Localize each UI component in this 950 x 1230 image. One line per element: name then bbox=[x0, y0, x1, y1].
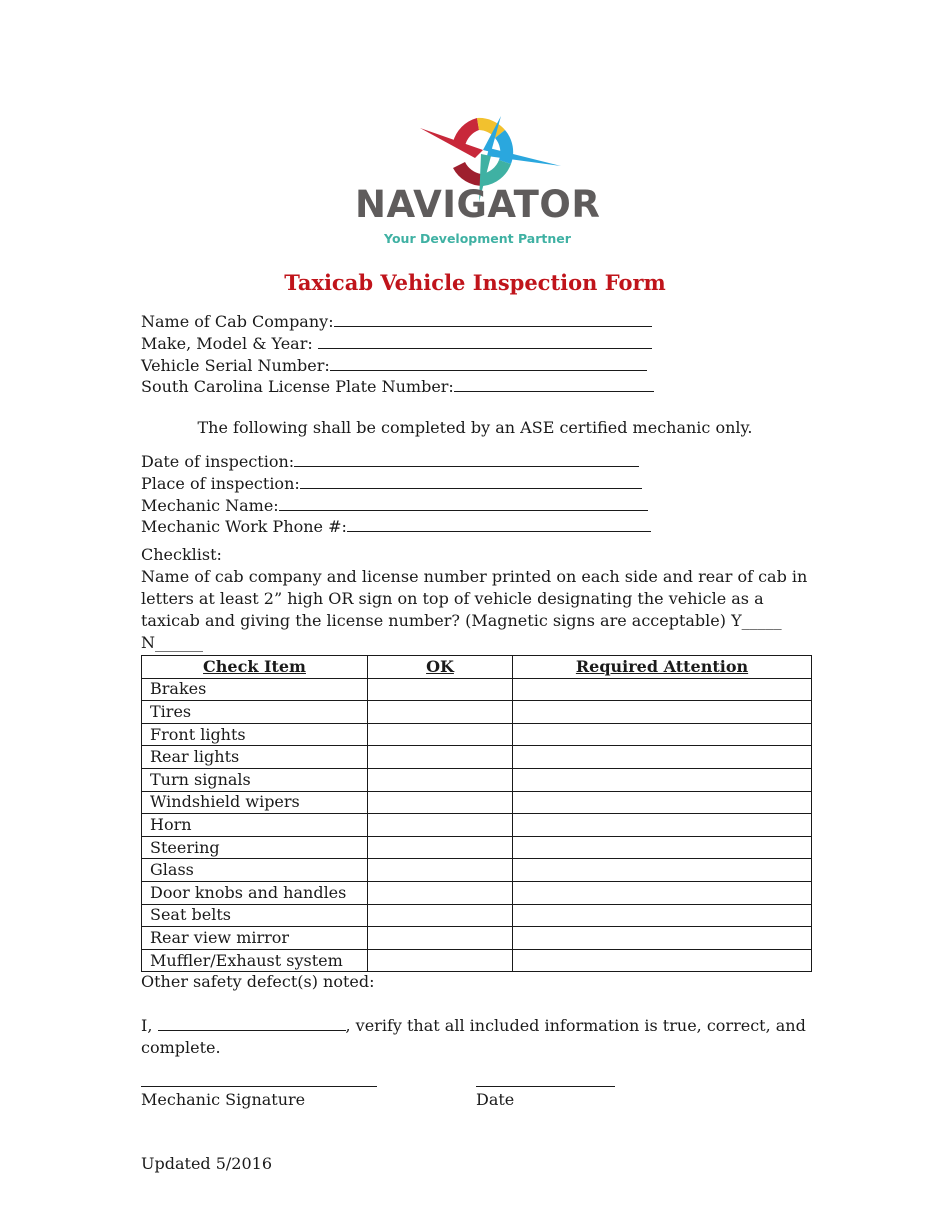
table-row bbox=[142, 814, 812, 837]
table-row bbox=[142, 859, 812, 882]
check-item-name: Rear lights bbox=[142, 746, 368, 769]
table-row bbox=[142, 927, 812, 950]
field-label: Name of Cab Company: bbox=[141, 312, 334, 331]
field-cab-company bbox=[141, 311, 652, 330]
table-row bbox=[142, 768, 812, 791]
check-item-name: Horn bbox=[142, 814, 368, 837]
brand-name: NAVIGATOR bbox=[355, 183, 601, 226]
field-label: Mechanic Name: bbox=[141, 496, 279, 515]
attention-cell[interactable] bbox=[513, 791, 812, 814]
mechanic-name-blank[interactable] bbox=[279, 495, 648, 511]
license-plate-blank[interactable] bbox=[454, 376, 654, 392]
attention-cell[interactable] bbox=[513, 723, 812, 746]
ok-cell[interactable] bbox=[368, 723, 513, 746]
check-item-name: Front lights bbox=[142, 723, 368, 746]
attention-cell[interactable] bbox=[513, 678, 812, 701]
ok-cell[interactable] bbox=[368, 927, 513, 950]
table-row bbox=[142, 678, 812, 701]
ok-cell[interactable] bbox=[368, 836, 513, 859]
checklist-question: Name of cab company and license number printed on each side and rear of cab in letters at least 2” high OR sign on top of vehicle designating the vehicle as a taxicab and giving the license number? (Magnetic signs are acceptable) Y_____ N______ bbox=[141, 567, 808, 652]
attention-cell[interactable] bbox=[513, 768, 812, 791]
ok-cell[interactable] bbox=[368, 678, 513, 701]
ok-cell[interactable] bbox=[368, 768, 513, 791]
verify-prefix: I, bbox=[141, 1016, 158, 1035]
check-item-name: Glass bbox=[142, 859, 368, 882]
field-serial-number bbox=[141, 355, 647, 374]
verify-suffix: , verify that all included information is true, correct, and complete. bbox=[141, 1016, 806, 1057]
check-item-name: Turn signals bbox=[142, 768, 368, 791]
check-items-table bbox=[141, 655, 812, 972]
field-label: Make, Model & Year: bbox=[141, 334, 318, 353]
field-label: South Carolina License Plate Number: bbox=[141, 377, 454, 396]
attention-cell[interactable] bbox=[513, 927, 812, 950]
ok-cell[interactable] bbox=[368, 859, 513, 882]
table-row bbox=[142, 881, 812, 904]
check-item-name: Windshield wipers bbox=[142, 791, 368, 814]
field-mechanic-name bbox=[141, 495, 648, 514]
check-item-name: Door knobs and handles bbox=[142, 881, 368, 904]
other-defects-label: Other safety defect(s) noted: bbox=[141, 972, 375, 991]
attention-cell[interactable] bbox=[513, 881, 812, 904]
verify-statement bbox=[141, 1015, 821, 1059]
check-item-name: Steering bbox=[142, 836, 368, 859]
mechanic-signature-label: Mechanic Signature bbox=[141, 1090, 306, 1109]
attention-cell[interactable] bbox=[513, 859, 812, 882]
header-required-attention: Required Attention bbox=[513, 656, 812, 679]
table-row bbox=[142, 836, 812, 859]
attention-cell[interactable] bbox=[513, 701, 812, 724]
table-header-row bbox=[142, 656, 812, 679]
table-row bbox=[142, 746, 812, 769]
table-row bbox=[142, 701, 812, 724]
brand-tagline: Your Development Partner bbox=[384, 231, 571, 246]
check-item-name: Tires bbox=[142, 701, 368, 724]
inspection-date-blank[interactable] bbox=[294, 451, 639, 467]
attention-cell[interactable] bbox=[513, 949, 812, 972]
make-model-year-blank[interactable] bbox=[318, 333, 652, 349]
attention-cell[interactable] bbox=[513, 814, 812, 837]
ok-cell[interactable] bbox=[368, 881, 513, 904]
field-label: Vehicle Serial Number: bbox=[141, 356, 330, 375]
serial-number-blank[interactable] bbox=[330, 355, 647, 371]
table-row bbox=[142, 949, 812, 972]
table-row bbox=[142, 904, 812, 927]
check-item-name: Rear view mirror bbox=[142, 927, 368, 950]
date-label: Date bbox=[476, 1090, 515, 1109]
table-row bbox=[142, 791, 812, 814]
check-item-name: Brakes bbox=[142, 678, 368, 701]
mechanic-note: The following shall be completed by an ASE certified mechanic only. bbox=[197, 418, 753, 437]
field-inspection-date bbox=[141, 451, 639, 470]
mechanic-phone-blank[interactable] bbox=[347, 516, 651, 532]
ok-cell[interactable] bbox=[368, 791, 513, 814]
field-label: Mechanic Work Phone #: bbox=[141, 517, 347, 536]
field-label: Place of inspection: bbox=[141, 474, 300, 493]
field-inspection-place bbox=[141, 473, 642, 492]
mechanic-signature-line[interactable] bbox=[141, 1085, 377, 1087]
ok-cell[interactable] bbox=[368, 814, 513, 837]
ok-cell[interactable] bbox=[368, 949, 513, 972]
field-license-plate bbox=[141, 376, 654, 395]
header-ok: OK bbox=[368, 656, 513, 679]
header-check-item: Check Item bbox=[142, 656, 368, 679]
ok-cell[interactable] bbox=[368, 746, 513, 769]
table-row bbox=[142, 723, 812, 746]
ok-cell[interactable] bbox=[368, 701, 513, 724]
form-title: Taxicab Vehicle Inspection Form bbox=[284, 270, 666, 295]
cab-company-blank[interactable] bbox=[334, 311, 652, 327]
checklist-label: Checklist: bbox=[141, 545, 222, 564]
date-signature-line[interactable] bbox=[476, 1085, 615, 1087]
attention-cell[interactable] bbox=[513, 746, 812, 769]
updated-note: Updated 5/2016 bbox=[141, 1154, 273, 1173]
field-label: Date of inspection: bbox=[141, 452, 295, 471]
verify-name-blank[interactable] bbox=[158, 1015, 346, 1031]
check-item-name: Seat belts bbox=[142, 904, 368, 927]
field-mechanic-phone bbox=[141, 516, 651, 535]
attention-cell[interactable] bbox=[513, 904, 812, 927]
check-item-name: Muffler/Exhaust system bbox=[142, 949, 368, 972]
attention-cell[interactable] bbox=[513, 836, 812, 859]
ok-cell[interactable] bbox=[368, 904, 513, 927]
field-make-model-year bbox=[141, 333, 652, 352]
inspection-place-blank[interactable] bbox=[300, 473, 642, 489]
